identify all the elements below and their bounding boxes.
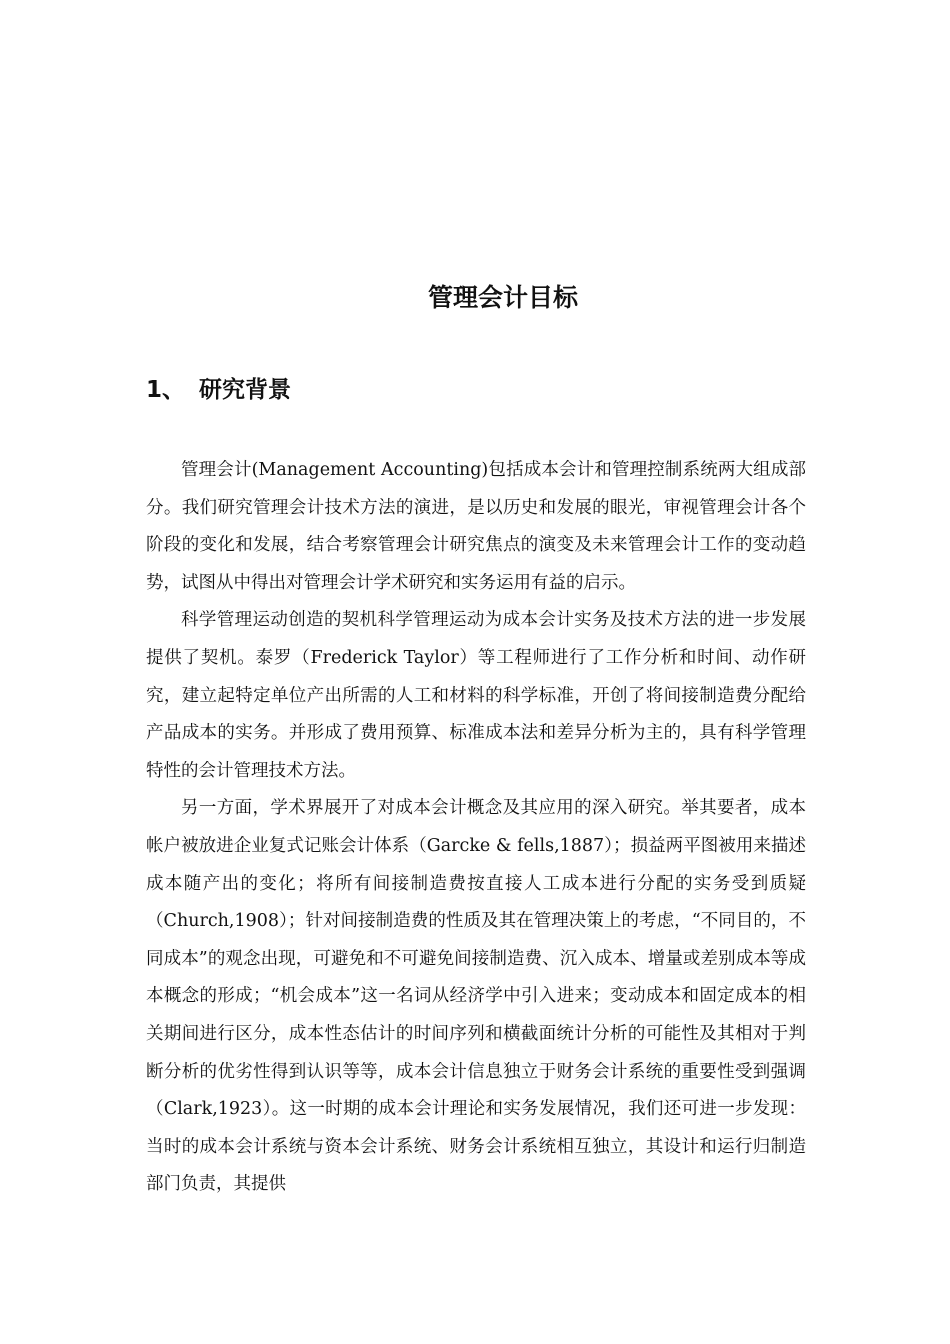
paragraph: 管理会计(Management Accounting)包括成本会计和管理控制系统两大组成部分。我们研究管理会计技术方法的演进，是以历史和发展的眼光，审视管理会计各个阶段的变化和发展，结合考察管理会计研究焦点的演变及未来管理会计工作的变动趋势，试图从中得出对管理会计学术研究和实务运用有益的启示。 bbox=[146, 460, 806, 593]
section-heading-text: 研究背景 bbox=[199, 377, 292, 403]
section-number: 1、 bbox=[146, 377, 186, 403]
body-text bbox=[146, 452, 806, 1204]
paragraph: 科学管理运动创造的契机科学管理运动为成本会计实务及技术方法的进一步发展提供了契机。泰罗（Frederick Taylor）等工程师进行了工作分析和时间、动作研究，建立起特定单位产出所需的人工和材料的科学标准，开创了将间接制造费分配给产品成本的实务。并形成了费用预算、标准成本法和差异分析为主的，具有科学管理特性的会计管理技术方法。 bbox=[146, 610, 806, 781]
paragraph: 另一方面，学术界展开了对成本会计概念及其应用的深入研究。举其要者，成本帐户被放进企业复式记账会计体系（Garcke & fells,1887）；损益两平图被用来描述成本随产出的变化；将所有间接制造费按直接人工成本进行分配的实务受到质疑（Church,1908）；针对间接制造费的性质及其在管理决策上的考虑，“不同目的，不同成本”的观念出现，可避免和不可避免间接制造费、沉入成本、增量或差别成本等成本概念的形成；“机会成本”这一名词从经济学中引入进来；变动成本和固定成本的相关期间进行区分，成本性态估计的时间序列和横截面统计分析的可能性及其相对于判断分析的优劣性得到认识等等，成本会计信息独立于财务会计系统的重要性受到强调（Clark,1923）。这一时期的成本会计理论和实务发展情况，我们还可进一步发现：当时的成本会计系统与资本会计系统、财务会计系统相互独立，其设计和运行归制造部门负责，其提供 bbox=[146, 798, 806, 1195]
section-heading bbox=[146, 372, 291, 408]
document-title: 管理会计目标 bbox=[427, 283, 578, 312]
